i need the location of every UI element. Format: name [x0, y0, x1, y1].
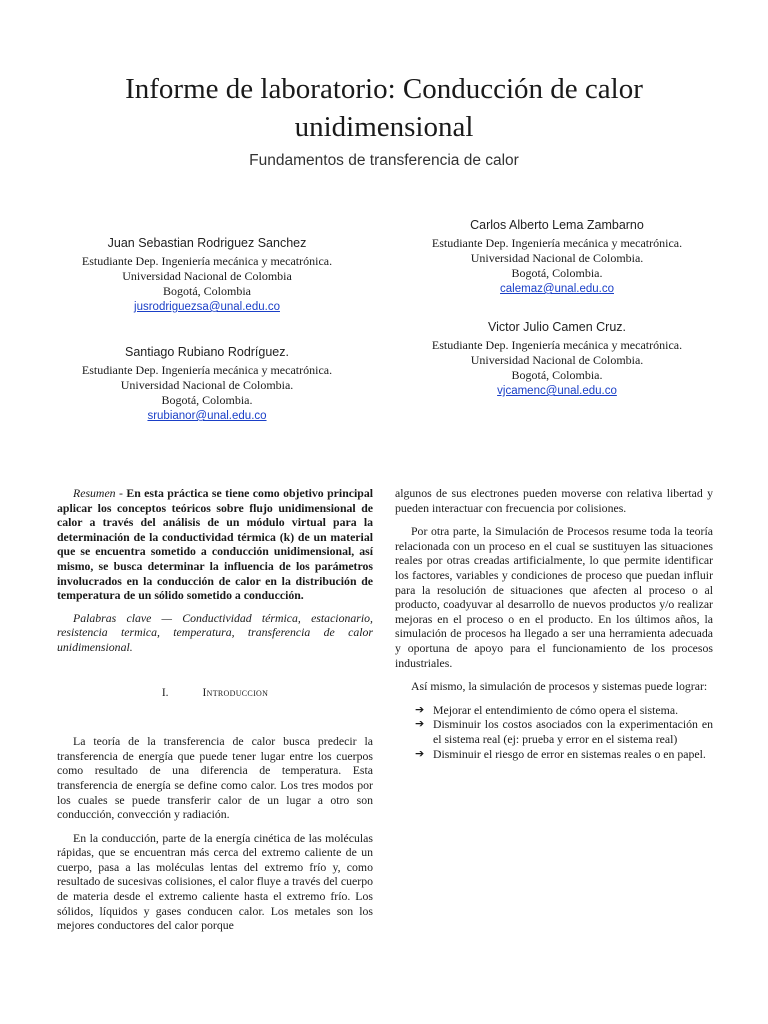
list-item-text: Mejorar el entendimiento de cómo opera el sistema. [433, 702, 679, 717]
author-block [412, 320, 702, 399]
arrow-right-icon: ➔ [415, 717, 425, 731]
author-email-link[interactable]: calemaz@unal.edu.co [500, 283, 614, 295]
abstract-text: En esta práctica se tiene como objetivo principal aplicar los conceptos teóricos sobre flujo unidimensional de calor a través del análisis de un módulo virtual para la determinación de la conductividad térmica (k) de un material que se encuentra sometido a conducción unidimensional, así mismo, se busca determinar la influencia de los parámetros involucrados en la conducción de calor en la distribución de temperatura de un sólido sometido a conducción. [57, 486, 374, 603]
author-department: Estudiante Dep. Ingeniería mecánica y mecatrónica. [431, 338, 683, 352]
abstract-label: Resumen [73, 486, 116, 500]
body-paragraph: Así mismo, la simulación de procesos y sistemas puede lograr: [411, 679, 708, 694]
author-block [62, 236, 352, 315]
arrow-right-icon: ➔ [415, 702, 425, 716]
author-email-link[interactable]: jusrodriguezsa@unal.edu.co [134, 301, 280, 313]
author-city: Bogotá, Colombia. [511, 266, 603, 280]
author-department: Estudiante Dep. Ingeniería mecánica y mecatrónica. [81, 363, 333, 377]
author-university: Universidad Nacional de Colombia. [470, 251, 644, 265]
abstract [57, 486, 373, 603]
abstract-separator: - [115, 486, 127, 500]
keywords-text: Conductividad térmica, estacionario, resistencia termica, temperatura, transferencia de calor unidimensional. [57, 610, 373, 654]
author-block [412, 218, 702, 297]
keywords-label: Palabras clave — [73, 610, 173, 625]
left-column [57, 486, 373, 933]
author-city: Bogotá, Colombia [163, 284, 251, 298]
body-paragraph: Por otra parte, la Simulación de Procesos resume toda la teoría relacionada con un proceso en el cual se sustituyen las situaciones reales por otras creadas artificialmente, lo que permite identificar los factores, variables y condiciones de proceso que puedan influir para la resolución de situaciones que afecten al proceso o al producto, coadyuvar al desarrollo de nuevos productos y/o realizar mejoras en el proceso o en el producto. En los últimos años, la simulación de procesos ha llegado a ser una herramienta adecuada y oportuna de apoyo para el funcionamiento de los procesos industriales. [395, 524, 713, 670]
list-item [415, 746, 713, 762]
author-block [62, 345, 352, 424]
author-university: Universidad Nacional de Colombia. [470, 353, 644, 367]
author-name: Victor Julio Camen Cruz. [487, 320, 626, 334]
bullet-list [395, 703, 713, 761]
body-paragraph: La teoría de la transferencia de calor busca predecir la transferencia de energía que puede tener lugar entre los cuerpos como resultado de una diferencia de temperatura. Esta transferencia de energía se define como calor. Los tres modos por los cuales se puede transferir calor de un lugar a otro son conducción, convección y radiación. [57, 734, 373, 822]
author-name: Carlos Alberto Lema Zambarno [470, 218, 644, 232]
author-email-link[interactable]: srubianor@unal.edu.co [147, 410, 267, 422]
section-title: Introduccion [202, 686, 269, 699]
body-paragraph: En la conducción, parte de la energía cinética de las moléculas rápidas, que se encuentran más cerca del extremo caliente de un cuerpo, pasa a las moléculas lentas del extremo frío y, como resultado de sucesivas colisiones, el calor fluye a través del cuerpo de materia desde el extremo caliente hasta el extremo frío. Los sólidos, líquidos y gases conducen calor. Los metales son los mejores conductores del calor porque [57, 830, 373, 933]
section-number: I. [161, 686, 169, 699]
list-item [415, 717, 713, 746]
author-city: Bogotá, Colombia. [511, 368, 603, 382]
right-column [395, 486, 713, 761]
list-item [415, 702, 713, 718]
author-department: Estudiante Dep. Ingeniería mecánica y mecatrónica. [431, 236, 683, 250]
author-university: Universidad Nacional de Colombia. [120, 378, 294, 392]
author-department: Estudiante Dep. Ingeniería mecánica y mecatrónica. [81, 254, 333, 268]
author-city: Bogotá, Colombia. [161, 393, 253, 407]
list-item-text: Disminuir los costos asociados con la experimentación en el sistema real (ej: prueba y error en el sistema real) [433, 717, 713, 746]
author-name: Juan Sebastian Rodriguez Sanchez [107, 236, 307, 250]
keywords [57, 611, 373, 655]
author-name: Santiago Rubiano Rodríguez. [124, 345, 289, 359]
section-heading [57, 686, 373, 701]
paper-subtitle: Fundamentos de transferencia de calor [249, 152, 519, 169]
author-email-link[interactable]: vjcamenc@unal.edu.co [497, 385, 617, 397]
arrow-right-icon: ➔ [415, 746, 425, 760]
list-item-text: Disminuir el riesgo de error en sistemas reales o en papel. [433, 746, 706, 761]
author-university: Universidad Nacional de Colombia [122, 269, 292, 283]
body-paragraph: algunos de sus electrones pueden moverse con relativa libertad y pueden interactuar con frecuencia por colisiones. [395, 486, 713, 515]
paper-title: Informe de laboratorio: Conducción de calor unidimensional [125, 73, 643, 143]
